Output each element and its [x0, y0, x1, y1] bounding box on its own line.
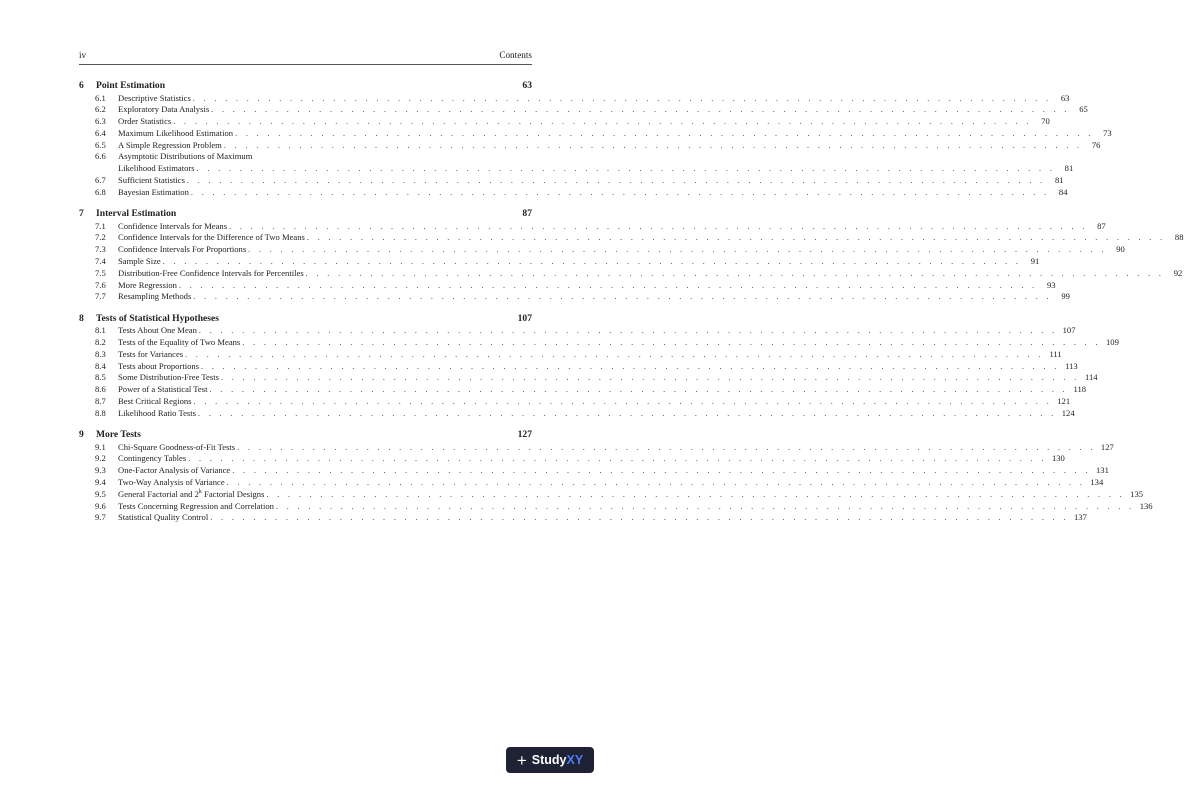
toc-entry[interactable] — [79, 104, 1088, 116]
section-title-text: Sufficient Statistics — [118, 175, 185, 186]
toc-entry[interactable] — [79, 116, 1050, 128]
toc-entry[interactable] — [79, 244, 1125, 256]
section-title-text: Tests Concerning Regression and Correlation — [118, 500, 274, 511]
toc-entry[interactable] — [79, 256, 1040, 268]
section-title — [118, 232, 307, 244]
section-number: 6.2 — [95, 104, 106, 115]
chapter-page: 107 — [517, 312, 532, 324]
section-title-continued: Likelihood Estimators — [118, 163, 195, 174]
toc-entry[interactable] — [79, 441, 1114, 454]
section-page: 81 — [1054, 175, 1064, 186]
dot-leader: . . . . . . . . . . . . . . . . . . . . . . . . . . . . . . . . . . . . . . . . . . . . . . . . . . . . . . . . . . . . . . . . . . . . . . . . . . . . . . . . — [190, 187, 1050, 197]
section-title — [118, 501, 276, 513]
section-title-text: Confidence Intervals for Means — [118, 220, 228, 231]
section-page: 136 — [1139, 500, 1153, 511]
chapter-block — [79, 312, 1119, 420]
section-title-text: Statistical Quality Control — [118, 512, 209, 523]
toc-entry[interactable] — [79, 453, 1065, 465]
dot-leader: . . . . . . . . . . . . . . . . . . . . . . . . . . . . . . . . . . . . . . . . . . . . . . . . . . . . . . . . . . . . . . . . . . . . . . . . . . . . . . . . — [210, 513, 1069, 523]
section-page: 92 — [1173, 267, 1183, 278]
dot-leader: . . . . . . . . . . . . . . . . . . . . . . . . . . . . . . . . . . . . . . . . . . . . . . . . . . . . . . . . . . . . . . . . . . . . . . . . . . . . . . . . — [198, 326, 1058, 336]
section-page: 93 — [1046, 279, 1056, 290]
dot-leader: . . . . . . . . . . . . . . . . . . . . . . . . . . . . . . . . . . . . . . . . . . . . . . . . . . . . . . . . . . . . . . . . . . . . . . . . . . . . . . . . — [192, 93, 1052, 103]
section-number: 9.2 — [95, 453, 106, 464]
dot-leader: . . . . . . . . . . . . . . . . . . . . . . . . . . . . . . . . . . . . . . . . . . . . . . . . . . . . . . . . . . . . . . . . . . . . . . . . . . . . . . . . — [193, 292, 1052, 302]
section-number: 7.1 — [95, 220, 106, 231]
section-number: 6.3 — [95, 116, 106, 127]
section-page: 84 — [1058, 186, 1068, 197]
dot-leader: . . . . . . . . . . . . . . . . . . . . . . . . . . . . . . . . . . . . . . . . . . . . . . . . . . . . . . . . . . . . . . . . . . . . . . . . . . . . . . . . — [185, 349, 1044, 359]
section-title — [118, 489, 266, 501]
section-title — [118, 104, 211, 116]
dot-leader: . . . . . . . . . . . . . . . . . . . . . . . . . . . . . . . . . . . . . . . . . . . . . . . . . . . . . . . . . . . . . . . . . . . . . . . . . . . . . . . . — [232, 466, 1091, 476]
toc-entry[interactable] — [79, 465, 1109, 477]
section-page: 99 — [1061, 291, 1070, 302]
section-number: 8.7 — [95, 396, 106, 407]
toc-entry[interactable] — [79, 477, 1104, 489]
section-title-text: Sample Size — [118, 256, 161, 267]
section-title — [118, 221, 229, 233]
section-title-text: Best Critical Regions — [118, 396, 192, 407]
section-number: 7.7 — [95, 291, 106, 302]
section-number: 9.6 — [95, 500, 106, 511]
toc-entry[interactable] — [79, 360, 1078, 373]
dot-leader: . . . . . . . . . . . . . . . . . . . . . . . . . . . . . . . . . . . . . . . . . . . . . . . . . . . . . . . . . . . . . . . . . . . . . . . . . . . . . . . . — [237, 442, 1096, 452]
toc-entry[interactable] — [79, 500, 1153, 513]
section-page: 135 — [1130, 488, 1144, 499]
section-title-text: Contingency Tables — [118, 453, 187, 464]
section-title — [118, 128, 235, 140]
toc-entry[interactable] — [79, 337, 1119, 349]
dot-leader: . . . . . . . . . . . . . . . . . . . . . . . . . . . . . . . . . . . . . . . . . . . . . . . . . . . . . . . . . . . . . . . . . . . . . . . . . . . . . . . . — [223, 140, 1083, 150]
section-title — [118, 349, 185, 361]
chapter-page: 63 — [522, 80, 532, 91]
section-title-text: Bayesian Estimation — [118, 186, 189, 197]
toc-entry[interactable] — [79, 220, 1106, 233]
chapter-number: 7 — [79, 208, 84, 220]
section-title — [118, 408, 198, 420]
section-number: 7.6 — [95, 279, 106, 290]
brand-accent: XY — [566, 753, 584, 767]
section-number: 8.6 — [95, 384, 106, 395]
dot-leader: . . . . . . . . . . . . . . . . . . . . . . . . . . . . . . . . . . . . . . . . . . . . . . . . . . . . . . . . . . . . . . . . . . . . . . . . . . . . . . . . — [188, 454, 1047, 464]
section-number: 6.6 — [95, 151, 106, 162]
section-title-text: General Factorial and 2 — [118, 488, 199, 499]
dot-leader: . . . . . . . . . . . . . . . . . . . . . . . . . . . . . . . . . . . . . . . . . . . . . . . . . . . . . . . . . . . . . . . . . . . . . . . . . . . . . . . . — [242, 338, 1101, 348]
brand-name: Study — [531, 753, 567, 767]
section-number: 9.7 — [95, 512, 106, 523]
chapter-heading[interactable] — [79, 208, 532, 220]
toc-entry[interactable] — [79, 279, 1056, 292]
section-title — [118, 372, 221, 384]
chapter-title: Interval Estimation — [96, 208, 177, 220]
toc-entry[interactable] — [79, 267, 1183, 280]
dot-leader: . . . . . . . . . . . . . . . . . . . . . . . . . . . . . . . . . . . . . . . . . . . . . . . . . . . . . . . . . . . . . . . . . . . . . . . . . . . . . . . . — [196, 164, 1056, 174]
section-title-text: Tests for Variances — [118, 348, 184, 359]
section-page: 109 — [1106, 337, 1119, 348]
dot-leader: . . . . . . . . . . . . . . . . . . . . . . . . . . . . . . . . . . . . . . . . . . . . . . . . . . . . . . . . . . . . . . . . . . . . . . . . . . . . . . . . — [201, 361, 1060, 371]
dot-leader: . . . . . . . . . . . . . . . . . . . . . . . . . . . . . . . . . . . . . . . . . . . . . . . . . . . . . . . . . . . . . . . . . . . . . . . . . . . . . . . . — [178, 280, 1038, 290]
section-title-text: Resampling Methods — [118, 291, 192, 302]
dot-leader: . . . . . . . . . . . . . . . . . . . . . . . . . . . . . . . . . . . . . . . . . . . . . . . . . . . . . . . . . . . . . . . . . . . . . . . . . . . . . . . . — [248, 245, 1107, 255]
dot-leader: . . . . . . . . . . . . . . . . . . . . . . . . . . . . . . . . . . . . . . . . . . . . . . . . . . . . . . . . . . . . . . . . . . . . . . . . . . . . . . . . — [209, 385, 1069, 395]
dot-leader: . . . . . . . . . . . . . . . . . . . . . . . . . . . . . . . . . . . . . . . . . . . . . . . . . . . . . . . . . . . . . . . . . . . . . . . . . . . . . . . . — [226, 478, 1086, 488]
section-title — [118, 325, 199, 337]
section-page: 121 — [1057, 396, 1071, 407]
section-number: 6.5 — [95, 139, 106, 150]
section-page: 91 — [1030, 256, 1040, 267]
toc-entry-continued[interactable] — [79, 163, 1074, 175]
chapter-page: 127 — [517, 429, 532, 441]
section-title — [118, 256, 163, 268]
section-number: 9.5 — [95, 488, 106, 499]
chapter-number: 6 — [79, 80, 84, 91]
section-title — [118, 384, 209, 396]
section-title — [118, 442, 237, 454]
section-page: 130 — [1051, 453, 1065, 464]
running-title: Contents — [499, 50, 532, 60]
section-number: 8.4 — [95, 360, 106, 371]
running-header — [79, 50, 532, 65]
section-page: 114 — [1084, 372, 1098, 383]
dot-leader: . . . . . . . . . . . . . . . . . . . . . . . . . . . . . . . . . . . . . . . . . . . . . . . . . . . . . . . . . . . . . . . . . . . . . . . . . . . . . . . . — [306, 233, 1166, 243]
section-title — [118, 140, 224, 152]
section-number: 7.3 — [95, 244, 106, 255]
dot-leader: . . . . . . . . . . . . . . . . . . . . . . . . . . . . . . . . . . . . . . . . . . . . . . . . . . . . . . . . . . . . . . . . . . . . . . . . . . . . . . . . — [186, 176, 1046, 186]
toc-entry[interactable] — [79, 384, 1087, 396]
section-title-text: Descriptive Statistics — [118, 92, 191, 103]
toc-entry[interactable] — [79, 512, 1087, 524]
section-title — [118, 244, 248, 256]
dot-leader: . . . . . . . . . . . . . . . . . . . . . . . . . . . . . . . . . . . . . . . . . . . . . . . . . . . . . . . . . . . . . . . . . . . . . . . . . . . . . . . . — [275, 501, 1135, 511]
section-number: 9.3 — [95, 465, 106, 476]
toc-entry[interactable] — [79, 175, 1064, 187]
toc-entry[interactable] — [79, 92, 1070, 105]
section-title-text: Exploratory Data Analysis — [118, 104, 210, 115]
section-page: 134 — [1090, 477, 1104, 488]
chapter-block — [79, 80, 1112, 199]
section-title-text: Tests of the Equality of Two Means — [118, 337, 241, 348]
section-title — [118, 116, 173, 128]
section-title — [118, 361, 201, 373]
toc-entry[interactable] — [79, 372, 1098, 384]
dot-leader: . . . . . . . . . . . . . . . . . . . . . . . . . . . . . . . . . . . . . . . . . . . . . . . . . . . . . . . . . . . . . . . . . . . . . . . . . . . . . . . . — [198, 408, 1057, 418]
section-title-text: Chi-Square Goodness-of-Fit Tests — [118, 441, 236, 452]
section-title-text: Order Statistics — [118, 116, 172, 127]
toc-entry[interactable] — [79, 291, 1070, 303]
dot-leader: . . . . . . . . . . . . . . . . . . . . . . . . . . . . . . . . . . . . . . . . . . . . . . . . . . . . . . . . . . . . . . . . . . . . . . . . . . . . . . . . — [162, 257, 1022, 267]
section-number: 7.4 — [95, 256, 106, 267]
section-title — [118, 187, 191, 199]
toc-entry[interactable] — [79, 325, 1076, 337]
chapter-number: 9 — [79, 429, 84, 441]
section-title — [118, 93, 193, 105]
chapter-page: 87 — [522, 208, 532, 220]
section-page: 107 — [1062, 325, 1076, 336]
section-title — [118, 453, 188, 465]
section-page: 76 — [1091, 139, 1101, 150]
section-title — [118, 175, 187, 187]
dot-leader: . . . . . . . . . . . . . . . . . . . . . . . . . . . . . . . . . . . . . . . . . . . . . . . . . . . . . . . . . . . . . . . . . . . . . . . . . . . . . . . . — [305, 268, 1165, 278]
section-page: 113 — [1065, 360, 1078, 371]
section-page: 90 — [1116, 244, 1125, 255]
section-title-text: Power of a Statistical Test — [118, 384, 208, 395]
section-number: 8.2 — [95, 337, 106, 348]
section-title — [118, 396, 194, 408]
section-title-text: Tests about Proportions — [118, 360, 200, 371]
chapter-number: 8 — [79, 312, 84, 324]
chapter-block — [79, 429, 1153, 524]
section-page: 88 — [1174, 232, 1184, 243]
section-title-text: Maximum Likelihood Estimation — [118, 127, 234, 138]
dot-leader: . . . . . . . . . . . . . . . . . . . . . . . . . . . . . . . . . . . . . . . . . . . . . . . . . . . . . . . . . . . . . . . . . . . . . . . . . . . . . . . . — [173, 117, 1032, 127]
dot-leader: . . . . . . . . . . . . . . . . . . . . . . . . . . . . . . . . . . . . . . . . . . . . . . . . . . . . . . . . . . . . . . . . . . . . . . . . . . . . . . . . — [220, 373, 1080, 383]
section-number: 8.1 — [95, 325, 106, 336]
section-page: 137 — [1073, 512, 1087, 523]
section-page: 81 — [1064, 163, 1074, 174]
section-page: 127 — [1100, 441, 1114, 452]
section-title-text: A Simple Regression Problem — [118, 139, 222, 150]
toc-entry[interactable] — [79, 348, 1062, 361]
section-title — [118, 512, 210, 524]
superscript: k — [198, 488, 202, 495]
section-number: 8.5 — [95, 372, 106, 383]
section-number: 9.1 — [95, 441, 106, 452]
section-title — [118, 280, 179, 292]
toc-entry[interactable] — [79, 151, 532, 163]
toc-entry[interactable] — [79, 407, 1075, 420]
chapter-title: Point Estimation — [96, 80, 166, 91]
dot-leader: . . . . . . . . . . . . . . . . . . . . . . . . . . . . . . . . . . . . . . . . . . . . . . . . . . . . . . . . . . . . . . . . . . . . . . . . . . . . . . . . — [235, 128, 1094, 138]
section-title-text: Likelihood Ratio Tests — [118, 407, 197, 418]
section-title-text: Confidence Intervals for the Difference of Two Means — [118, 232, 305, 243]
section-number: 6.8 — [95, 186, 106, 197]
section-title-text: Confidence Intervals For Proportions — [118, 244, 247, 255]
chapter-heading[interactable] — [79, 313, 532, 325]
section-title: Asymptotic Distributions of Maximum — [118, 151, 253, 162]
section-title — [118, 337, 242, 349]
chapter-title: More Tests — [96, 429, 141, 441]
section-title-text: Two-Way Analysis of Variance — [118, 477, 225, 488]
section-title-text: Tests About One Mean — [118, 325, 197, 336]
section-title — [118, 268, 306, 280]
section-title — [118, 291, 193, 303]
toc-entry[interactable] — [79, 139, 1101, 152]
section-title-text: More Regression — [118, 279, 177, 290]
dot-leader: . . . . . . . . . . . . . . . . . . . . . . . . . . . . . . . . . . . . . . . . . . . . . . . . . . . . . . . . . . . . . . . . . . . . . . . . . . . . . . . . — [211, 105, 1070, 115]
chapter-title: Tests of Statistical Hypotheses — [96, 312, 220, 324]
section-page: 131 — [1095, 465, 1109, 476]
toc-entry[interactable] — [79, 127, 1112, 140]
section-number: 6.1 — [95, 92, 106, 103]
section-number: 8.3 — [95, 348, 106, 359]
page-number: iv — [79, 50, 87, 60]
dot-leader: . . . . . . . . . . . . . . . . . . . . . . . . . . . . . . . . . . . . . . . . . . . . . . . . . . . . . . . . . . . . . . . . . . . . . . . . . . . . . . . . — [266, 489, 1126, 499]
section-page: 118 — [1073, 384, 1087, 395]
toc-entry[interactable] — [79, 232, 1184, 244]
dot-leader: . . . . . . . . . . . . . . . . . . . . . . . . . . . . . . . . . . . . . . . . . . . . . . . . . . . . . . . . . . . . . . . . . . . . . . . . . . . . . . . . — [229, 221, 1088, 231]
section-title-text-after: Factorial Designs — [201, 488, 265, 499]
section-title — [118, 477, 227, 489]
section-page: 73 — [1103, 127, 1112, 138]
studyxy-badge[interactable] — [506, 747, 594, 773]
section-title-text: Some Distribution-Free Tests — [118, 372, 219, 383]
section-number: 6.4 — [95, 127, 106, 138]
section-number: 9.4 — [95, 477, 106, 488]
section-number: 7.2 — [95, 232, 106, 243]
section-number: 7.5 — [95, 267, 106, 278]
section-page: 70 — [1041, 116, 1050, 127]
section-page: 124 — [1061, 407, 1075, 418]
section-page: 63 — [1060, 92, 1070, 103]
toc-entry[interactable] — [79, 488, 1144, 501]
section-title-text: One-Factor Analysis of Variance — [118, 465, 231, 476]
chapter-heading[interactable] — [79, 80, 532, 92]
table-of-contents — [79, 80, 1184, 534]
toc-entry[interactable] — [79, 396, 1071, 408]
toc-entry[interactable] — [79, 186, 1068, 199]
chapter-heading[interactable] — [79, 429, 532, 441]
section-page: 65 — [1079, 104, 1088, 115]
section-page: 87 — [1097, 220, 1106, 231]
section-number: 8.8 — [95, 407, 106, 418]
dot-leader: . . . . . . . . . . . . . . . . . . . . . . . . . . . . . . . . . . . . . . . . . . . . . . . . . . . . . . . . . . . . . . . . . . . . . . . . . . . . . . . . — [193, 397, 1053, 407]
section-title-text: Distribution-Free Confidence Intervals for Percentiles — [118, 267, 304, 278]
section-title — [118, 465, 232, 477]
section-number: 6.7 — [95, 175, 106, 186]
chapter-block — [79, 208, 1184, 303]
plus-icon: + — [516, 750, 527, 770]
section-page: 111 — [1049, 348, 1062, 359]
